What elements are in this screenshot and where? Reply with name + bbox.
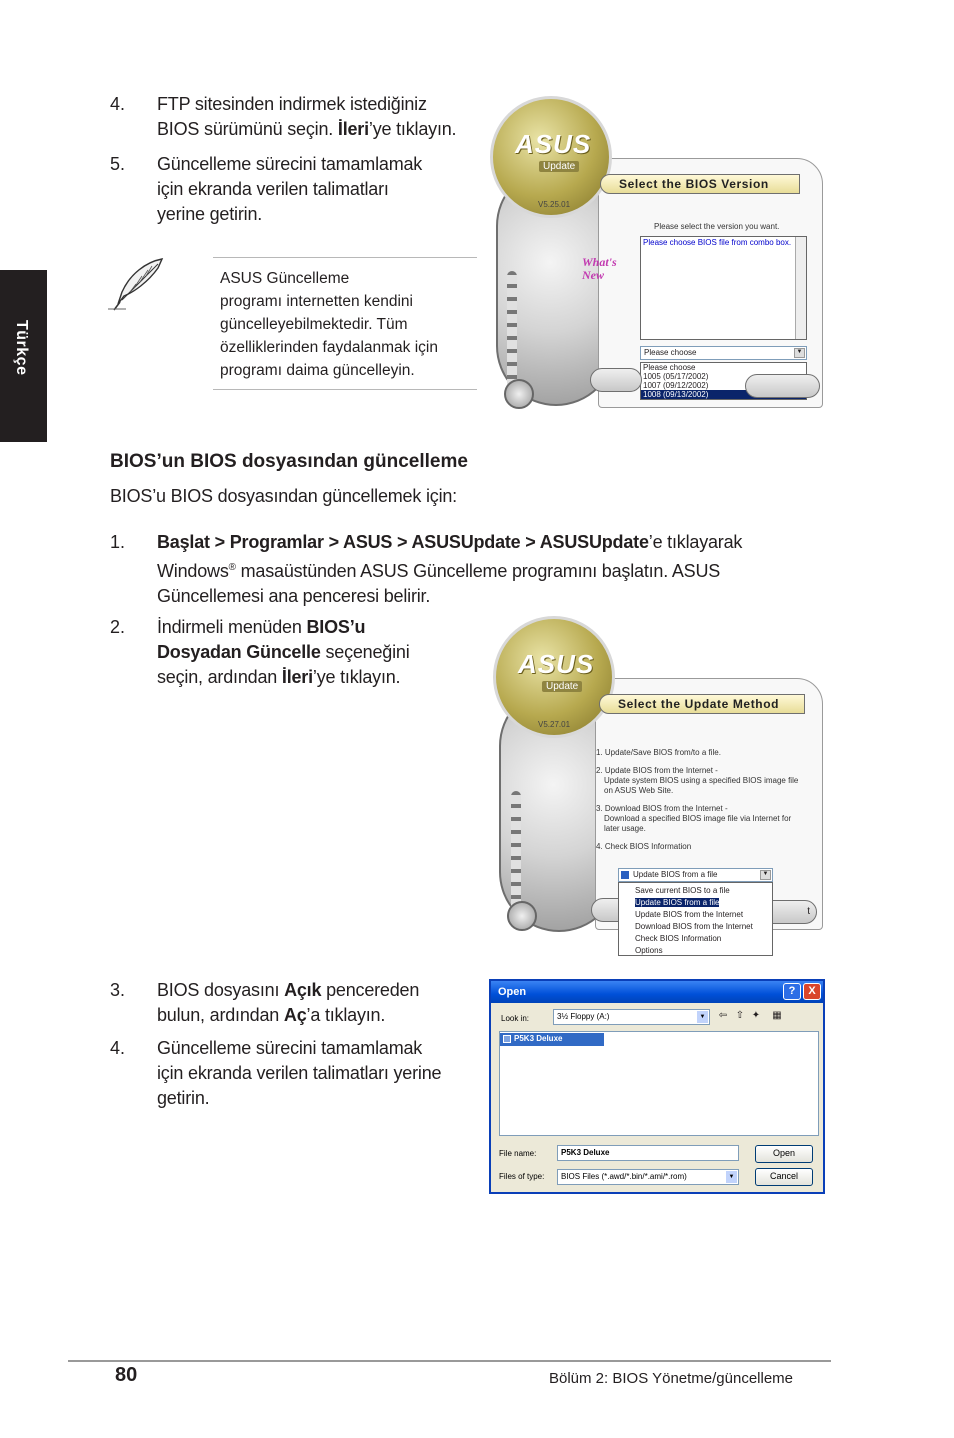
new-folder-icon[interactable]: ✦ bbox=[751, 1010, 761, 1021]
bios-keyword: BIOS’u bbox=[306, 617, 366, 637]
version-list[interactable] bbox=[640, 236, 807, 340]
file-list[interactable] bbox=[499, 1031, 819, 1136]
next-keyword: İleri bbox=[281, 667, 313, 687]
asus-logo-text: ASUS bbox=[518, 649, 595, 679]
next-button[interactable]: t bbox=[747, 900, 817, 924]
feather-pen-icon bbox=[108, 256, 166, 312]
file-type-label: Files of type: bbox=[499, 1172, 545, 1181]
update-label: Update bbox=[542, 681, 582, 692]
note-line: programı daima güncelleyin. bbox=[220, 362, 415, 379]
version-label: V5.25.01 bbox=[538, 200, 571, 209]
step-4b-line: için ekranda verilen talimatları yerine bbox=[157, 1063, 442, 1083]
chevron-down-icon[interactable]: ▼ bbox=[760, 870, 771, 880]
method-dropdown-list bbox=[618, 882, 773, 956]
step-4b-line: getirin. bbox=[157, 1088, 210, 1108]
option-item[interactable]: Options bbox=[635, 946, 663, 955]
update-from-file-keyword: Dosyadan Güncelle bbox=[157, 642, 321, 662]
file-name-label: File name: bbox=[499, 1149, 537, 1158]
step-3-line2: bulun, ardından bbox=[157, 1005, 284, 1025]
page-number: 80 bbox=[115, 1364, 138, 1386]
step-banner: Select the Update Method bbox=[599, 694, 805, 714]
option-item[interactable]: Update BIOS from the Internet bbox=[635, 910, 744, 919]
footer-divider bbox=[68, 1360, 831, 1362]
update-label: Update bbox=[539, 161, 579, 172]
file-name-input[interactable]: P5K3 Deluxe bbox=[557, 1145, 739, 1161]
vent-dots bbox=[507, 271, 517, 391]
option-item[interactable]: Check BIOS Information bbox=[635, 934, 722, 943]
language-side-tab bbox=[0, 270, 47, 442]
step-4-line1: FTP sitesinden indirmek istediğiniz bbox=[157, 94, 427, 114]
step-2-line3: seçin, ardından bbox=[157, 667, 282, 687]
method-item: Update system BIOS using a specified BIOS image file bbox=[604, 776, 799, 785]
option-item[interactable]: Save current BIOS to a file bbox=[635, 886, 730, 895]
section-intro: BIOS’u BIOS dosyasından güncellemek için: bbox=[110, 486, 457, 506]
next-keyword: İleri bbox=[337, 119, 369, 139]
step-4b-text bbox=[157, 1036, 487, 1111]
combo-value: Update BIOS from a file bbox=[633, 870, 718, 879]
step-1-line3: Güncellemesi ana penceresi belirir. bbox=[157, 586, 431, 606]
method-descriptions bbox=[596, 748, 806, 852]
back-button[interactable] bbox=[590, 368, 642, 392]
chevron-down-icon[interactable]: ▼ bbox=[726, 1171, 737, 1183]
look-in-value: 3½ Floppy (A:) bbox=[557, 1012, 610, 1021]
chapter-title: Bölüm 2: BIOS Yönetme/güncelleme bbox=[549, 1370, 794, 1387]
step-2-line1: İndirmeli menüden bbox=[157, 617, 307, 637]
note-line: özelliklerinden faydalanmak için bbox=[220, 339, 438, 356]
method-item: 1. Update/Save BIOS from/to a file. bbox=[596, 748, 721, 757]
step-number: 5. bbox=[110, 154, 126, 174]
step-5-line: yerine getirin. bbox=[157, 204, 263, 224]
list-scrollbar[interactable] bbox=[795, 237, 806, 339]
file-type-select[interactable] bbox=[557, 1169, 739, 1185]
whats-new-badge: What's New bbox=[582, 255, 617, 282]
step-3-suffix: ’a tıklayın. bbox=[306, 1005, 386, 1025]
step-number: 4. bbox=[110, 94, 126, 114]
step-banner: Select the BIOS Version bbox=[600, 174, 800, 194]
window-knob[interactable] bbox=[507, 901, 537, 931]
side-tab-label: Türkçe bbox=[13, 320, 30, 376]
option-item[interactable]: 1007 (09/12/2002) bbox=[643, 381, 709, 390]
note-line: güncelleyebilmektedir. Tüm bbox=[220, 316, 408, 333]
option-item[interactable]: Download BIOS from the Internet bbox=[635, 922, 753, 931]
option-item-selected[interactable]: 1008 (09/13/2002) bbox=[641, 390, 806, 399]
registered-mark: ® bbox=[228, 562, 236, 573]
step-5-line: için ekranda verilen talimatları bbox=[157, 179, 389, 199]
combo-value: Please choose bbox=[644, 348, 697, 357]
file-type-value: BIOS Files (*.awd/*.bin/*.ami/*.rom) bbox=[561, 1172, 687, 1181]
method-item: 4. Check BIOS Information bbox=[596, 842, 692, 851]
note-line: ASUS Güncelleme bbox=[220, 270, 350, 287]
step-4b-line: Güncelleme sürecini tamamlamak bbox=[157, 1038, 423, 1058]
windows-word: Windows bbox=[157, 561, 229, 581]
menu-path: Başlat > Programlar > ASUS > ASUSUpdate > ASUSUpdate bbox=[157, 532, 649, 552]
back-folder-icon[interactable]: ⇦ bbox=[718, 1010, 728, 1021]
step-number: 3. bbox=[110, 980, 126, 1000]
step-5-text bbox=[157, 152, 487, 227]
open-keyword: Açık bbox=[284, 980, 322, 1000]
step-number: 4. bbox=[110, 1038, 126, 1058]
open-file-dialog bbox=[489, 979, 825, 1194]
option-item[interactable]: 1005 (05/17/2002) bbox=[643, 372, 709, 381]
step-1-suffix: ’e tıklayarak bbox=[648, 532, 743, 552]
step-2-line2: seçeneğini bbox=[320, 642, 410, 662]
version-combo[interactable] bbox=[640, 346, 807, 360]
section-heading: BIOS’un BIOS dosyasından güncelleme bbox=[110, 451, 468, 472]
asus-update-window-version bbox=[490, 96, 825, 412]
dialog-title: Open bbox=[498, 986, 527, 998]
step-number: 2. bbox=[110, 617, 126, 637]
list-hint: Please choose BIOS file from combo box. bbox=[643, 238, 792, 247]
method-item: 3. Download BIOS from the Internet - bbox=[596, 804, 728, 813]
floppy-icon bbox=[621, 871, 629, 879]
note-line: programı internetten kendini bbox=[220, 293, 414, 310]
close-button[interactable]: X bbox=[803, 983, 821, 1000]
method-item: Download a specified BIOS image file via Internet for bbox=[604, 814, 792, 823]
next-button[interactable] bbox=[745, 374, 820, 398]
step-2-suffix: ’ye tıklayın. bbox=[312, 667, 401, 687]
option-item[interactable]: Please choose bbox=[643, 363, 696, 372]
up-folder-icon[interactable]: ⇧ bbox=[735, 1010, 745, 1021]
method-combo[interactable] bbox=[618, 868, 773, 882]
cancel-button[interactable]: Cancel bbox=[755, 1168, 813, 1186]
option-item-selected[interactable]: Update BIOS from a file bbox=[635, 898, 720, 907]
dialog-titlebar bbox=[491, 981, 823, 1003]
version-prompt: Please select the version you want. bbox=[654, 222, 780, 231]
chevron-down-icon[interactable]: ▼ bbox=[794, 348, 805, 358]
look-in-select[interactable] bbox=[553, 1009, 710, 1025]
open-action-keyword: Aç bbox=[283, 1005, 307, 1025]
step-2-text bbox=[157, 615, 457, 690]
step-4-text bbox=[157, 92, 487, 142]
step-number: 1. bbox=[110, 532, 126, 552]
asus-logo-text: ASUS bbox=[515, 129, 592, 159]
open-button[interactable]: Open bbox=[755, 1145, 813, 1163]
method-item: later usage. bbox=[604, 824, 646, 833]
window-knob[interactable] bbox=[504, 379, 534, 409]
step-3-text bbox=[157, 978, 477, 1028]
help-button[interactable]: ? bbox=[783, 983, 801, 1000]
vent-dots bbox=[511, 791, 521, 911]
look-in-label: Look in: bbox=[501, 1014, 530, 1023]
step-1-text bbox=[157, 530, 837, 609]
step-3-line1-tail: pencereden bbox=[321, 980, 420, 1000]
method-item: 2. Update BIOS from the Internet - bbox=[596, 766, 718, 775]
step-1-line2: masaüstünden ASUS Güncelleme programını başlatın. ASUS bbox=[235, 561, 721, 581]
step-4-line2: BIOS sürümünü seçin. bbox=[157, 119, 338, 139]
step-4-suffix: ’ye tıklayın. bbox=[368, 119, 457, 139]
file-item[interactable]: P5K3 Deluxe bbox=[500, 1033, 604, 1046]
step-3-line1: BIOS dosyasını bbox=[157, 980, 285, 1000]
folder-icon bbox=[503, 1035, 511, 1043]
method-item: on ASUS Web Site. bbox=[604, 786, 674, 795]
view-menu-icon[interactable]: ▦ bbox=[772, 1010, 782, 1021]
chevron-down-icon[interactable]: ▼ bbox=[697, 1011, 708, 1023]
asus-update-window-method bbox=[497, 616, 825, 956]
version-label: V5.27.01 bbox=[538, 720, 571, 729]
note-text bbox=[220, 267, 475, 382]
step-5-line: Güncelleme sürecini tamamlamak bbox=[157, 154, 423, 174]
